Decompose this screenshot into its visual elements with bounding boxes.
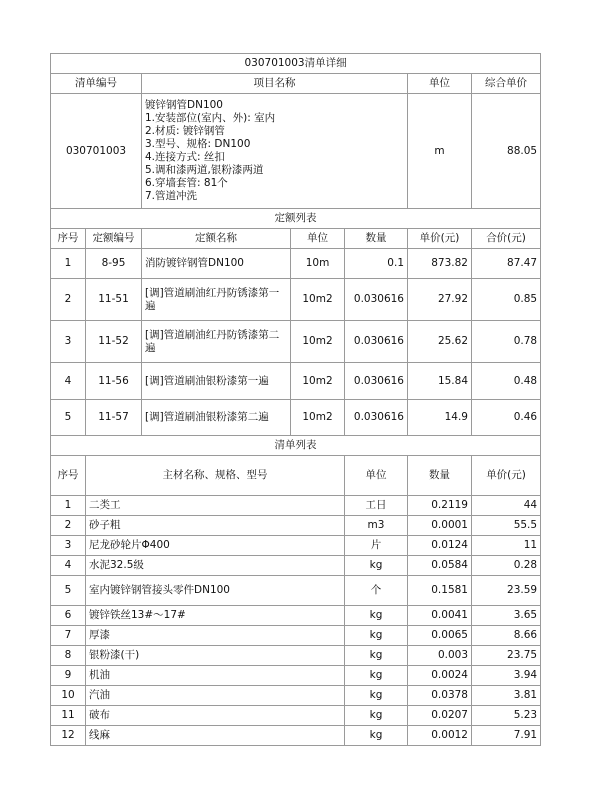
quota-unit-header: 单位 — [291, 229, 345, 249]
quota-unit: 10m2 — [291, 321, 345, 363]
material-qty: 0.0584 — [408, 556, 472, 576]
material-seq: 6 — [51, 606, 86, 626]
bill-desc-line: 6.穿墙套管: 81个 — [145, 177, 228, 189]
quota-qty: 0.030616 — [345, 321, 408, 363]
quota-seq: 5 — [51, 400, 86, 436]
material-qty: 0.1581 — [408, 576, 472, 606]
quota-total: 0.46 — [472, 400, 541, 436]
bill-desc-line: 5.调和漆两道,银粉漆两道 — [145, 164, 264, 176]
material-unit-price: 7.91 — [472, 726, 541, 746]
quota-code: 11-52 — [86, 321, 142, 363]
table-row — [51, 321, 541, 363]
material-name: 室内镀锌钢管接头零件DN100 — [86, 576, 345, 606]
bill-detail-table — [50, 53, 541, 746]
quota-total-header: 合价(元) — [472, 229, 541, 249]
quota-qty: 0.030616 — [345, 279, 408, 321]
material-seq: 8 — [51, 646, 86, 666]
material-unit-price: 3.65 — [472, 606, 541, 626]
bill-price: 88.05 — [472, 94, 541, 209]
material-unit: kg — [345, 686, 408, 706]
material-name: 二类工 — [86, 496, 345, 516]
table-row — [51, 606, 541, 626]
quota-qty: 0.030616 — [345, 400, 408, 436]
material-unit-header: 单位 — [345, 456, 408, 496]
material-seq: 12 — [51, 726, 86, 746]
material-qty: 0.0041 — [408, 606, 472, 626]
material-unit: kg — [345, 606, 408, 626]
table-row — [51, 646, 541, 666]
bill-code-header: 清单编号 — [51, 74, 142, 94]
bill-desc-line: 2.材质: 镀锌钢管 — [145, 125, 225, 137]
material-unit: kg — [345, 726, 408, 746]
bill-code: 030701003 — [51, 94, 142, 209]
bill-desc-line: 3.型号、规格: DN100 — [145, 138, 251, 150]
material-unit-price: 44 — [472, 496, 541, 516]
quota-qty: 0.030616 — [345, 363, 408, 400]
table-row — [51, 556, 541, 576]
table-row — [51, 536, 541, 556]
quota-seq: 4 — [51, 363, 86, 400]
table-title: 030701003清单详细 — [51, 54, 541, 74]
material-unit-price: 3.81 — [472, 686, 541, 706]
material-name: 银粉漆(干) — [86, 646, 345, 666]
table-row — [51, 686, 541, 706]
quota-qty-header: 数量 — [345, 229, 408, 249]
quota-unit-price-header: 单价(元) — [408, 229, 472, 249]
bill-desc-line: 1.安装部位(室内、外): 室内 — [145, 112, 276, 124]
material-unit-price: 3.94 — [472, 666, 541, 686]
quota-unit: 10m2 — [291, 400, 345, 436]
material-seq: 9 — [51, 666, 86, 686]
material-seq: 11 — [51, 706, 86, 726]
quota-unit: 10m2 — [291, 363, 345, 400]
material-unit: 个 — [345, 576, 408, 606]
table-row — [51, 576, 541, 606]
quota-unit-price: 14.9 — [408, 400, 472, 436]
material-unit-price-header: 单价(元) — [472, 456, 541, 496]
quota-total: 0.48 — [472, 363, 541, 400]
material-qty: 0.0012 — [408, 726, 472, 746]
table-row — [51, 456, 541, 496]
material-qty: 0.0378 — [408, 686, 472, 706]
table-row — [51, 706, 541, 726]
material-unit: kg — [345, 706, 408, 726]
material-seq: 10 — [51, 686, 86, 706]
quota-unit-price: 873.82 — [408, 249, 472, 279]
quota-unit: 10m2 — [291, 279, 345, 321]
material-unit-price: 8.66 — [472, 626, 541, 646]
quota-seq-header: 序号 — [51, 229, 86, 249]
material-unit: kg — [345, 666, 408, 686]
material-unit: kg — [345, 646, 408, 666]
quota-name: [调]管道刷油红丹防锈漆第一遍 — [142, 279, 291, 321]
quota-name: [调]管道刷油红丹防锈漆第二遍 — [142, 321, 291, 363]
quota-name: 消防镀锌钢管DN100 — [142, 249, 291, 279]
material-unit-price: 0.28 — [472, 556, 541, 576]
table-row — [51, 363, 541, 400]
quota-name: [调]管道刷油银粉漆第一遍 — [142, 363, 291, 400]
material-seq: 4 — [51, 556, 86, 576]
material-qty: 0.0124 — [408, 536, 472, 556]
bill-description — [142, 94, 408, 209]
material-seq: 1 — [51, 496, 86, 516]
material-name-header: 主材名称、规格、型号 — [86, 456, 345, 496]
material-qty: 0.003 — [408, 646, 472, 666]
quota-name-header: 定额名称 — [142, 229, 291, 249]
table-row — [51, 666, 541, 686]
quota-unit-price: 15.84 — [408, 363, 472, 400]
table-row — [51, 516, 541, 536]
quota-code: 11-56 — [86, 363, 142, 400]
material-seq: 2 — [51, 516, 86, 536]
quota-qty: 0.1 — [345, 249, 408, 279]
material-qty: 0.0065 — [408, 626, 472, 646]
bill-unit: m — [408, 94, 472, 209]
quota-code-header: 定额编号 — [86, 229, 142, 249]
material-qty-header: 数量 — [408, 456, 472, 496]
material-section-title: 清单列表 — [51, 436, 541, 456]
quota-seq: 3 — [51, 321, 86, 363]
quota-unit-price: 27.92 — [408, 279, 472, 321]
table-row — [51, 279, 541, 321]
quota-section-title: 定额列表 — [51, 209, 541, 229]
quota-unit-price: 25.62 — [408, 321, 472, 363]
material-name: 机油 — [86, 666, 345, 686]
material-unit-price: 23.59 — [472, 576, 541, 606]
material-qty: 0.0024 — [408, 666, 472, 686]
material-seq-header: 序号 — [51, 456, 86, 496]
material-qty: 0.2119 — [408, 496, 472, 516]
table-row — [51, 436, 541, 456]
quota-name: [调]管道刷油银粉漆第二遍 — [142, 400, 291, 436]
quota-unit: 10m — [291, 249, 345, 279]
material-unit-price: 23.75 — [472, 646, 541, 666]
quota-code: 11-51 — [86, 279, 142, 321]
bill-desc-line: 镀锌钢管DN100 — [145, 99, 223, 111]
quota-seq: 2 — [51, 279, 86, 321]
material-name: 镀锌铁丝13#～17# — [86, 606, 345, 626]
material-name: 尼龙砂轮片Φ400 — [86, 536, 345, 556]
quota-code: 11-57 — [86, 400, 142, 436]
bill-unit-header: 单位 — [408, 74, 472, 94]
material-name: 砂子粗 — [86, 516, 345, 536]
material-unit-price: 5.23 — [472, 706, 541, 726]
material-unit: 工日 — [345, 496, 408, 516]
material-seq: 7 — [51, 626, 86, 646]
material-unit: kg — [345, 556, 408, 576]
quota-seq: 1 — [51, 249, 86, 279]
bill-desc-line: 7.管道冲洗 — [145, 190, 198, 202]
material-name: 破布 — [86, 706, 345, 726]
material-name: 汽油 — [86, 686, 345, 706]
table-row — [51, 626, 541, 646]
material-seq: 3 — [51, 536, 86, 556]
material-unit-price: 11 — [472, 536, 541, 556]
bill-name-header: 项目名称 — [142, 74, 408, 94]
material-name: 厚漆 — [86, 626, 345, 646]
table-row — [51, 249, 541, 279]
table-row — [51, 400, 541, 436]
bill-price-header: 综合单价 — [472, 74, 541, 94]
material-unit: m3 — [345, 516, 408, 536]
material-name: 水泥32.5级 — [86, 556, 345, 576]
quota-code: 8-95 — [86, 249, 142, 279]
table-row — [51, 496, 541, 516]
quota-total: 0.85 — [472, 279, 541, 321]
bill-desc-line: 4.连接方式: 丝扣 — [145, 151, 225, 163]
quota-total: 0.78 — [472, 321, 541, 363]
material-unit: kg — [345, 626, 408, 646]
material-name: 线麻 — [86, 726, 345, 746]
material-seq: 5 — [51, 576, 86, 606]
material-qty: 0.0207 — [408, 706, 472, 726]
table-row — [51, 726, 541, 746]
material-unit: 片 — [345, 536, 408, 556]
material-qty: 0.0001 — [408, 516, 472, 536]
quota-total: 87.47 — [472, 249, 541, 279]
material-unit-price: 55.5 — [472, 516, 541, 536]
